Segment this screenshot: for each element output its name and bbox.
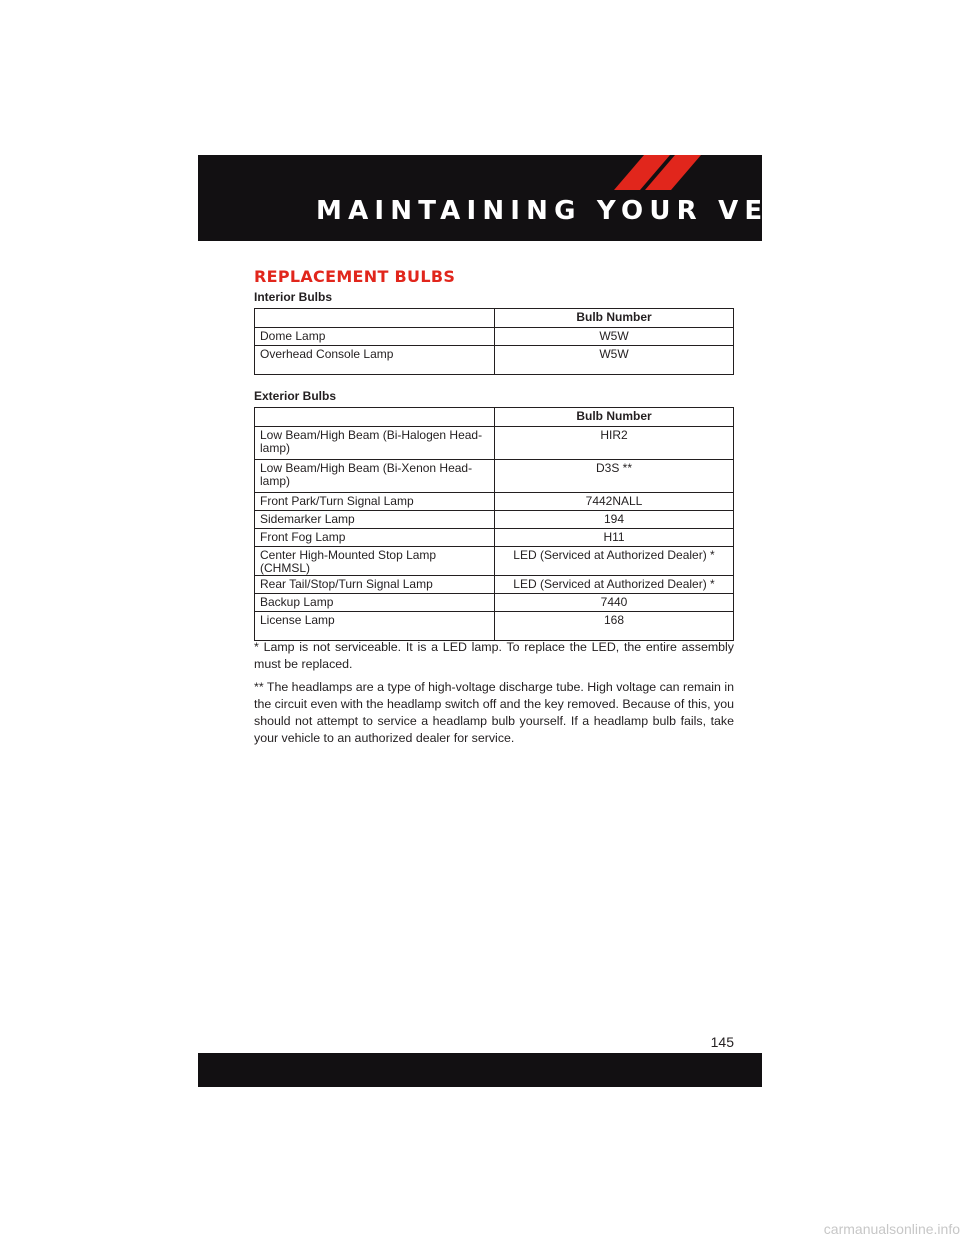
table-row bbox=[255, 511, 734, 529]
stripes-logo-icon bbox=[198, 155, 762, 195]
table-row bbox=[255, 612, 734, 641]
lamp-name-cell: Overhead Console Lamp bbox=[255, 346, 495, 375]
bulb-number-cell: W5W bbox=[495, 328, 734, 346]
header-bar bbox=[198, 155, 885, 241]
table-header-row bbox=[255, 309, 734, 328]
bulb-number-cell: LED (Serviced at Authorized Dealer) * bbox=[495, 576, 734, 594]
table-row bbox=[255, 594, 734, 612]
lamp-name-cell: Backup Lamp bbox=[255, 594, 495, 612]
page-header-title: MAINTAINING YOUR VEHICLE bbox=[316, 196, 885, 226]
table-row bbox=[255, 328, 734, 346]
table-row bbox=[255, 529, 734, 547]
bulb-number-header: Bulb Number bbox=[495, 408, 734, 427]
bulb-number-cell: LED (Serviced at Authorized Dealer) * bbox=[495, 547, 734, 576]
lamp-name-cell: Rear Tail/Stop/Turn Signal Lamp bbox=[255, 576, 495, 594]
table-row bbox=[255, 346, 734, 375]
bulb-number-cell: W5W bbox=[495, 346, 734, 375]
lamp-name-cell: License Lamp bbox=[255, 612, 495, 641]
lamp-name-cell: Front Fog Lamp bbox=[255, 529, 495, 547]
bulb-number-cell: 194 bbox=[495, 511, 734, 529]
lamp-name-cell: Center High-Mounted Stop Lamp (CHMSL) bbox=[255, 547, 495, 576]
bulb-number-cell: 168 bbox=[495, 612, 734, 641]
exterior-bulbs-heading: Exterior Bulbs bbox=[254, 389, 337, 403]
bulb-number-cell: 7442NALL bbox=[495, 493, 734, 511]
footnote-headlamp: ** The headlamps are a type of high-voltage discharge tube. High voltage can remain in the circuit even with the headlamp switch off and the key removed. Because of this, you should not attempt to service a headlamp bulb yourself. If a headlamp bulb fails, take your vehicle to an authorized dealer for service. bbox=[254, 680, 734, 745]
lamp-name-cell: Front Park/Turn Signal Lamp bbox=[255, 493, 495, 511]
table-row bbox=[255, 547, 734, 576]
lamp-name-cell: Low Beam/High Beam (Bi-Halogen Head-lamp) bbox=[255, 427, 495, 460]
lamp-name-cell: Sidemarker Lamp bbox=[255, 511, 495, 529]
bulb-number-cell: 7440 bbox=[495, 594, 734, 612]
footer-bar bbox=[198, 1053, 762, 1087]
empty-header-cell bbox=[255, 309, 495, 328]
interior-bulbs-heading: Interior Bulbs bbox=[254, 290, 333, 304]
table-row bbox=[255, 460, 734, 493]
table-row bbox=[255, 576, 734, 594]
lamp-name-cell: Low Beam/High Beam (Bi-Xenon Head-lamp) bbox=[255, 460, 495, 493]
interior-bulbs-table bbox=[254, 308, 734, 375]
section-title: REPLACEMENT BULBS bbox=[254, 267, 456, 286]
page-number: 145 bbox=[710, 1034, 734, 1050]
empty-header-cell bbox=[255, 408, 495, 427]
watermark-text: carmanualsonline.info bbox=[823, 1221, 960, 1237]
bulb-number-header: Bulb Number bbox=[495, 309, 734, 328]
lamp-name-cell: Dome Lamp bbox=[255, 328, 495, 346]
table-row bbox=[255, 493, 734, 511]
table-row bbox=[255, 427, 734, 460]
table-header-row bbox=[255, 408, 734, 427]
bulb-number-cell: HIR2 bbox=[495, 427, 734, 460]
bulb-number-cell: H11 bbox=[495, 529, 734, 547]
bulb-number-cell: D3S ** bbox=[495, 460, 734, 493]
footnote-led: * Lamp is not serviceable. It is a LED lamp. To replace the LED, the entire assembly must be replaced. bbox=[254, 640, 734, 671]
exterior-bulbs-table bbox=[254, 407, 734, 641]
